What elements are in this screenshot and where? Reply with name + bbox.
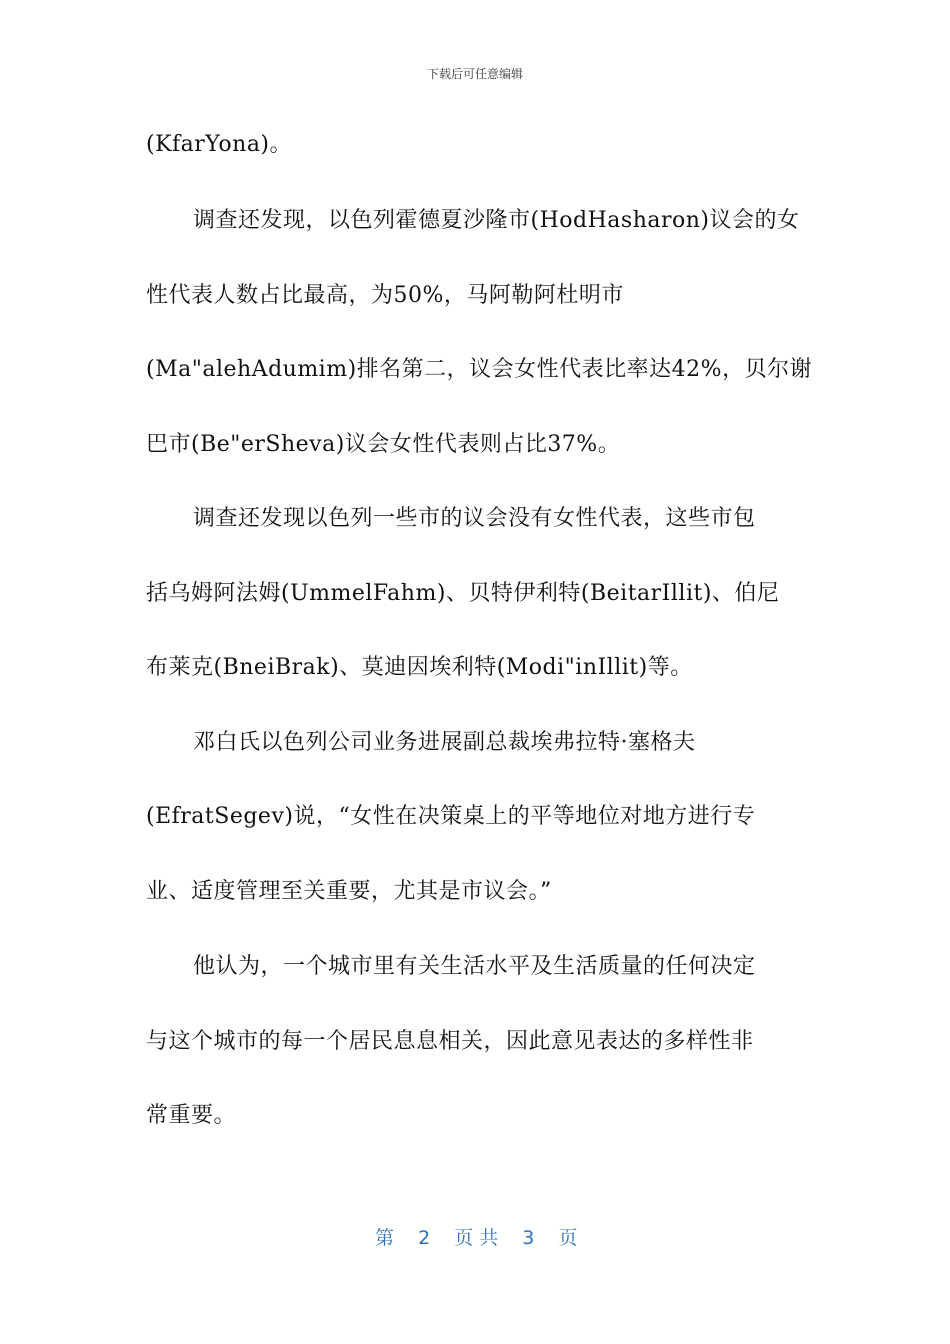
text-line: (Ma"alehAdumim)排名第二，议会女性代表比率达42%，贝尔谢 [146,357,813,382]
text-line: 常重要。 [146,1103,237,1128]
text-line: 巴市(Be"erSheva)议会女性代表则占比37%。 [146,432,621,457]
text-line: (KfarYona)。 [146,132,293,157]
footer-page-prefix: 第 [375,1227,395,1249]
text-line: 括乌姆阿法姆(UmmelFahm)、贝特伊利特(BeitarIllit)、伯尼 [146,581,780,606]
text-line: 业、适度管理至关重要，尤其是市议会。” [146,879,552,904]
paragraph-start-line: 邓白氏以色列公司业务进展副总裁埃弗拉特·塞格夫 [193,730,696,755]
page-header-note: 下载后可任意编辑 [426,67,523,81]
paragraph-start-line: 他认为，一个城市里有关生活水平及生活质量的任何决定 [193,954,756,979]
footer-page-number: 2 [418,1227,431,1249]
text-line: 与这个城市的每一个居民息息相关，因此意见表达的多样性非 [146,1029,754,1054]
text-line: (EfratSegev)说，“女性在决策桌上的平等地位对地方进行专 [146,804,756,829]
footer-page-middle: 页 共 [454,1227,499,1249]
footer-page-suffix: 页 [558,1227,578,1249]
text-line: 布莱克(BneiBrak)、莫迪因埃利特(Modi"inIllit)等。 [146,655,693,680]
page-footer [375,1226,577,1250]
paragraph-start-line: 调查还发现，以色列霍德夏沙隆市(HodHasharon)议会的女 [193,208,800,233]
paragraph-start-line: 调查还发现以色列一些市的议会没有女性代表，这些市包 [193,506,756,531]
footer-page-total: 3 [522,1227,535,1249]
text-line: 性代表人数占比最高，为50%，马阿勒阿杜明市 [146,283,624,308]
